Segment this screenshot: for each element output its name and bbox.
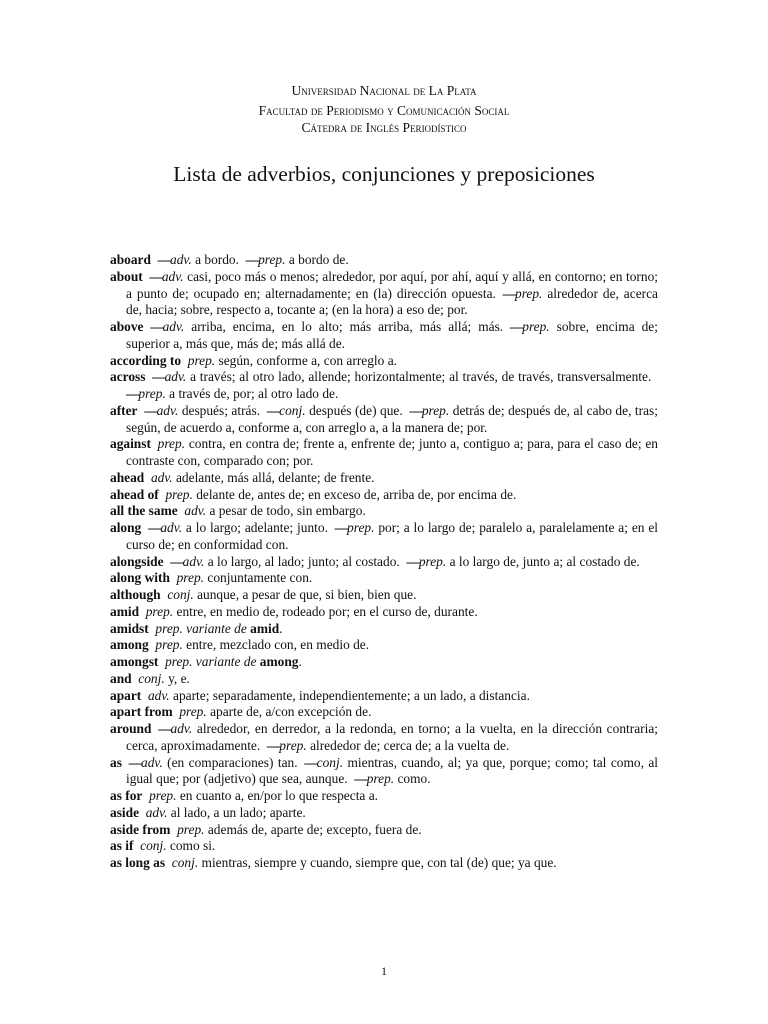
part-of-speech: adv.: [145, 804, 168, 820]
entry-headword: ahead of: [110, 486, 159, 502]
entry-headword: aside from: [110, 821, 171, 837]
part-of-speech: adv.: [156, 402, 179, 418]
sense-text: por; a lo largo de; paralelo a, paralelamente a; en el curso de; en conformidad con.: [126, 520, 658, 552]
part-of-speech: prep.: [177, 821, 205, 837]
part-of-speech: conj.: [138, 670, 165, 686]
cross-reference: amid: [250, 620, 280, 636]
glossary-entry: [110, 319, 658, 353]
sense-dash: —: [144, 402, 157, 418]
sense-text: a bordo.: [195, 252, 239, 267]
glossary-entry: [110, 587, 658, 604]
sense-text: entre, mezclado con, en medio de.: [186, 637, 370, 653]
glossary-entry: [110, 755, 658, 789]
entry-headword: apart: [110, 687, 142, 703]
sense-text: alrededor de, acerca de, hacia; sobre, respecto a, tocante a; (en la hora) a eso de; por.: [126, 285, 658, 318]
sense-text: como si.: [169, 838, 216, 854]
document-page: [110, 0, 658, 1024]
entry-headword: amidst: [110, 620, 149, 636]
entry-headword: ahead: [110, 469, 145, 485]
sense-text: adelante, más allá, delante; de frente.: [175, 469, 375, 485]
sense-text: alrededor, en derredor, a la redonda, en torno; a la vuelta, en la dirección contraria; cerca, aproximadamente.: [126, 721, 658, 753]
part-of-speech: conj.: [140, 838, 167, 854]
entry-headword: along with: [110, 570, 170, 586]
part-of-speech: prep. variante de: [155, 620, 247, 636]
sense-dash: —: [354, 771, 367, 787]
glossary-entry: [110, 353, 658, 370]
sense-dash: —: [502, 285, 515, 301]
entry-headword: along: [110, 520, 142, 535]
glossary-entry: [110, 805, 658, 822]
sense-dash: —: [406, 553, 419, 569]
sense-text: conjuntamente con.: [207, 570, 313, 586]
sense-dash: —: [147, 520, 161, 535]
part-of-speech: adv.: [141, 754, 163, 770]
part-of-speech: prep.: [187, 352, 216, 368]
glossary-entry: [110, 369, 658, 403]
glossary-entry: [110, 855, 658, 872]
part-of-speech: adv.: [170, 721, 193, 736]
sense-text: a lo largo, al lado; junto; al costado.: [207, 553, 400, 569]
part-of-speech: adv.: [162, 319, 185, 334]
sense-text: arriba, encima, en lo alto; más arriba, más allá; más.: [191, 319, 504, 334]
entry-headword: after: [110, 402, 138, 418]
part-of-speech: prep.: [149, 788, 177, 803]
sense-text: (en comparaciones) tan.: [167, 754, 298, 770]
sense-text: a lo largo de, junto a; al costado de.: [449, 553, 640, 569]
part-of-speech: adv.: [170, 252, 192, 267]
glossary-entry: [110, 654, 658, 671]
part-of-speech: prep.: [515, 285, 543, 301]
sense-text: delante de, antes de; en exceso de, arriba de, por encima de.: [196, 486, 517, 502]
sense-text: al lado, a un lado; aparte.: [170, 804, 306, 820]
part-of-speech: adv.: [164, 369, 187, 385]
cross-reference: among: [259, 654, 299, 669]
glossary-entry: [110, 688, 658, 705]
glossary-entry: [110, 822, 658, 839]
entry-headword: as long as: [110, 855, 166, 870]
entry-headword: aside: [110, 804, 140, 820]
sense-dash: —: [150, 319, 163, 334]
glossary-entry: [110, 252, 658, 269]
part-of-speech: prep.: [138, 386, 166, 401]
sense-text: a través; al otro lado, allende; horizontalmente; al través, de través, transversalmente.: [190, 369, 652, 385]
sense-dash: —: [245, 252, 259, 267]
part-of-speech: prep.: [366, 771, 395, 787]
part-of-speech: adv.: [160, 520, 183, 535]
part-of-speech: prep.: [522, 319, 550, 334]
sense-text: alrededor de; cerca de; a la vuelta de.: [310, 737, 510, 753]
part-of-speech: prep.: [145, 603, 174, 619]
entry-headword: across: [110, 369, 146, 385]
sense-dash: —: [126, 386, 139, 401]
sense-text: a través de, por; al otro lado de.: [169, 386, 339, 401]
part-of-speech: prep.: [155, 637, 183, 653]
part-of-speech: prep.: [258, 252, 286, 267]
sense-text: como.: [397, 771, 431, 787]
part-of-speech: conj.: [279, 402, 306, 418]
page-title: Lista de adverbios, conjunciones y preposiciones: [173, 162, 595, 186]
sense-text: en cuanto a, en/por lo que respecta a.: [179, 788, 378, 803]
glossary-entry: [110, 788, 658, 805]
sense-dash: —: [266, 402, 280, 418]
sense-text: a pesar de todo, sin embargo.: [209, 503, 366, 519]
sense-text: aparte; separadamente, independientemente; a un lado, a distancia.: [173, 687, 530, 703]
sense-text: después (de) que.: [309, 402, 403, 418]
sense-text: .: [298, 654, 302, 669]
entry-headword: as if: [110, 838, 134, 854]
chair-name: Cátedra de Inglés Periodístico: [301, 120, 467, 135]
sense-text: aunque, a pesar de que, si bien, bien que.: [197, 587, 417, 602]
glossary-entry: [110, 704, 658, 721]
sense-dash: —: [157, 252, 171, 267]
entry-headword: as for: [110, 788, 143, 803]
glossary-entry: [110, 671, 658, 688]
part-of-speech: prep.: [421, 402, 450, 418]
glossary-list: [110, 252, 658, 872]
part-of-speech: conj.: [167, 587, 194, 602]
part-of-speech: prep.: [165, 486, 193, 502]
entry-headword: all the same: [110, 503, 178, 519]
sense-text: sobre, encima de; superior a, más que, más de; más allá de.: [126, 319, 658, 351]
glossary-entry: [110, 487, 658, 504]
entry-headword: according to: [110, 352, 182, 368]
glossary-entry: [110, 621, 658, 638]
glossary-entry: [110, 554, 658, 571]
entry-headword: amongst: [110, 654, 159, 669]
entry-headword: although: [110, 587, 161, 602]
sense-dash: —: [152, 369, 165, 385]
sense-dash: —: [170, 553, 183, 569]
sense-text: casi, poco más o menos; alrededor, por aquí, por ahí, aquí y allá, en contorno; en torno; a punto de; ocupado en; alternadamente; en (la) dirección opuesta.: [126, 268, 658, 301]
sense-dash: —: [409, 402, 422, 418]
part-of-speech: conj.: [316, 754, 344, 770]
sense-text: y, e.: [168, 670, 190, 686]
sense-text: a bordo de.: [288, 252, 349, 267]
entry-headword: above: [110, 319, 144, 334]
sense-text: a lo largo; adelante; junto.: [185, 520, 328, 535]
sense-dash: —: [334, 520, 348, 535]
entry-headword: aboard: [110, 252, 151, 267]
sense-dash: —: [266, 737, 280, 753]
sense-text: contra, en contra de; frente a, enfrente de; junto a, contiguo a; para, para el caso de; en contraste con, comparado con; por.: [126, 436, 658, 468]
glossary-entry: [110, 604, 658, 621]
entry-headword: about: [110, 268, 143, 284]
sense-text: además de, aparte de; excepto, fuera de.: [207, 821, 422, 837]
sense-text: según, conforme a, con arreglo a.: [218, 352, 397, 368]
glossary-entry: [110, 570, 658, 587]
sense-text: mientras, cuando, al; ya que, porque; como; tal como, al igual que; por (adjetivo) que sea, aunque.: [126, 754, 659, 787]
glossary-entry: [110, 269, 658, 319]
part-of-speech: prep.: [179, 704, 207, 720]
sense-text: .: [279, 620, 283, 636]
university-name: Universidad Nacional de La Plata: [291, 83, 477, 98]
part-of-speech: adv.: [147, 687, 170, 703]
part-of-speech: prep.: [176, 570, 205, 586]
sense-text: después; atrás.: [181, 402, 261, 418]
glossary-entry: [110, 637, 658, 654]
sense-dash: —: [158, 721, 171, 736]
entry-headword: alongside: [110, 553, 164, 569]
glossary-entry: [110, 403, 658, 437]
entry-headword: amid: [110, 603, 140, 619]
entry-headword: against: [110, 436, 151, 452]
part-of-speech: adv.: [161, 268, 184, 284]
part-of-speech: conj.: [171, 855, 199, 870]
glossary-entry: [110, 838, 658, 855]
entry-headword: and: [110, 670, 132, 686]
entry-headword: apart from: [110, 704, 173, 720]
sense-dash: —: [304, 754, 317, 770]
sense-text: mientras, siempre y cuando, siempre que, con tal (de) que; ya que.: [201, 855, 557, 870]
glossary-entry: [110, 503, 658, 520]
glossary-entry: [110, 721, 658, 755]
sense-dash: —: [128, 754, 142, 770]
entry-headword: around: [110, 721, 152, 736]
part-of-speech: prep. variante de: [165, 654, 257, 669]
sense-text: entre, en medio de, rodeado por; en el curso de, durante.: [176, 603, 478, 619]
part-of-speech: adv.: [150, 469, 173, 485]
page-number: 1: [381, 964, 387, 978]
part-of-speech: prep.: [157, 436, 186, 452]
faculty-name: Facultad de Periodismo y Comunicación Social: [258, 103, 510, 118]
part-of-speech: adv.: [184, 503, 207, 519]
sense-text: detrás de; después de, al cabo de, tras; según, de acuerdo a, conforme a, con arreglo a, a la manera de; por.: [126, 402, 658, 435]
sense-dash: —: [149, 268, 162, 284]
part-of-speech: prep.: [279, 737, 307, 753]
glossary-entry: [110, 470, 658, 487]
part-of-speech: prep.: [347, 520, 375, 535]
entry-headword: among: [110, 637, 149, 653]
entry-headword: as: [110, 754, 122, 770]
sense-text: aparte de, a/con excepción de.: [210, 704, 372, 720]
part-of-speech: prep.: [418, 553, 447, 569]
part-of-speech: adv.: [182, 553, 205, 569]
glossary-entry: [110, 436, 658, 470]
sense-dash: —: [509, 319, 523, 334]
glossary-entry: [110, 520, 658, 554]
